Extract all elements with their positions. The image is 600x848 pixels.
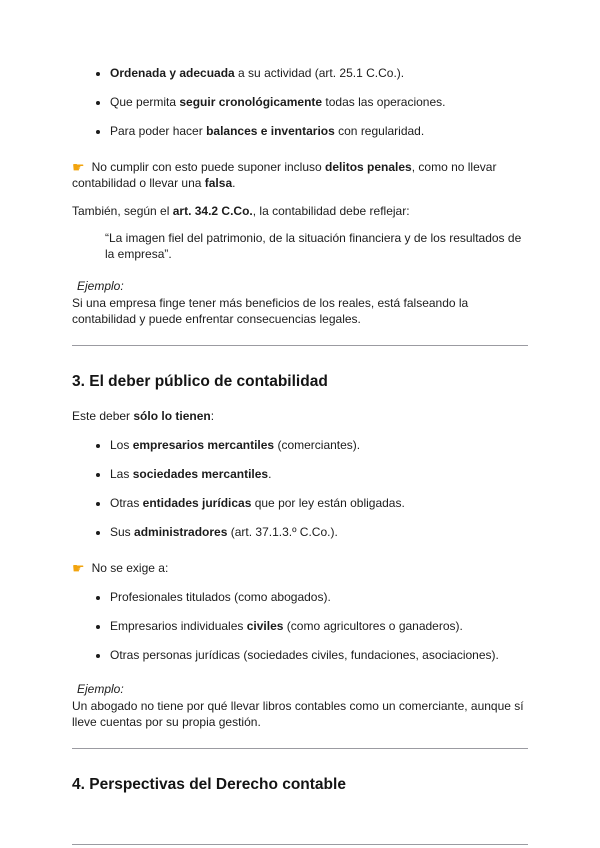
paragraph-art-34-2: También, según el art. 34.2 C.Co., la contabilidad debe reflejar: <box>72 204 410 219</box>
list-item: • Sus administradores (art. 37.1.3.º C.Co.). <box>110 525 528 541</box>
warning-paragraph <box>72 158 528 193</box>
list-item: • Los empresarios mercantiles (comerciantes). <box>110 438 528 454</box>
exclusion-lead-paragraph <box>72 559 528 578</box>
example-text: Si una empresa finge tener más beneficios de los reales, está falseando la contabilidad y puede enfrentar consecuencias legales. <box>72 296 469 327</box>
list-item: • Ordenada y adecuada a su actividad (art. 25.1 C.Co.). <box>110 66 528 82</box>
divider <box>72 748 528 749</box>
list-item: • Para poder hacer balances e inventarios con regularidad. <box>110 124 528 140</box>
exclusion-bullet-list <box>72 590 528 664</box>
list-item: • Profesionales titulados (como abogados). <box>110 590 528 606</box>
intro-bullet-list <box>72 66 528 140</box>
blockquote: “La imagen fiel del patrimonio, de la situación financiera y de los resultados de la empresa”. <box>105 231 522 262</box>
list-item: • Que permita seguir cronológicamente todas las operaciones. <box>110 95 528 111</box>
divider <box>72 345 528 346</box>
example-text: Un abogado no tiene por qué llevar libros contables como un comerciante, aunque sí lleve cuentas por su propia gestión. <box>72 698 524 729</box>
section-3-bullet-list <box>72 438 528 541</box>
exclusion-lead-text: No se exige a: <box>91 561 169 576</box>
pointing-finger-icon: ☛ <box>72 560 85 577</box>
divider <box>72 844 528 845</box>
example-label: Ejemplo: <box>77 681 124 696</box>
section-4-heading: 4. Perspectivas del Derecho contable <box>72 775 346 793</box>
example-label: Ejemplo: <box>77 279 124 294</box>
list-item: • Otras personas jurídicas (sociedades civiles, fundaciones, asociaciones). <box>110 648 528 664</box>
list-item: • Empresarios individuales civiles (como agricultores o ganaderos). <box>110 619 528 635</box>
list-item: • Las sociedades mercantiles. <box>110 467 528 483</box>
warning-text: No cumplir con esto puede suponer incluso delitos penales, como no llevar contabilidad o llevar una falsa. <box>72 159 497 191</box>
section-3-lead: Este deber sólo lo tienen: <box>72 408 215 423</box>
section-3-heading: 3. El deber público de contabilidad <box>72 373 328 391</box>
pointing-finger-icon: ☛ <box>72 158 85 175</box>
list-item: • Otras entidades jurídicas que por ley están obligadas. <box>110 496 528 512</box>
